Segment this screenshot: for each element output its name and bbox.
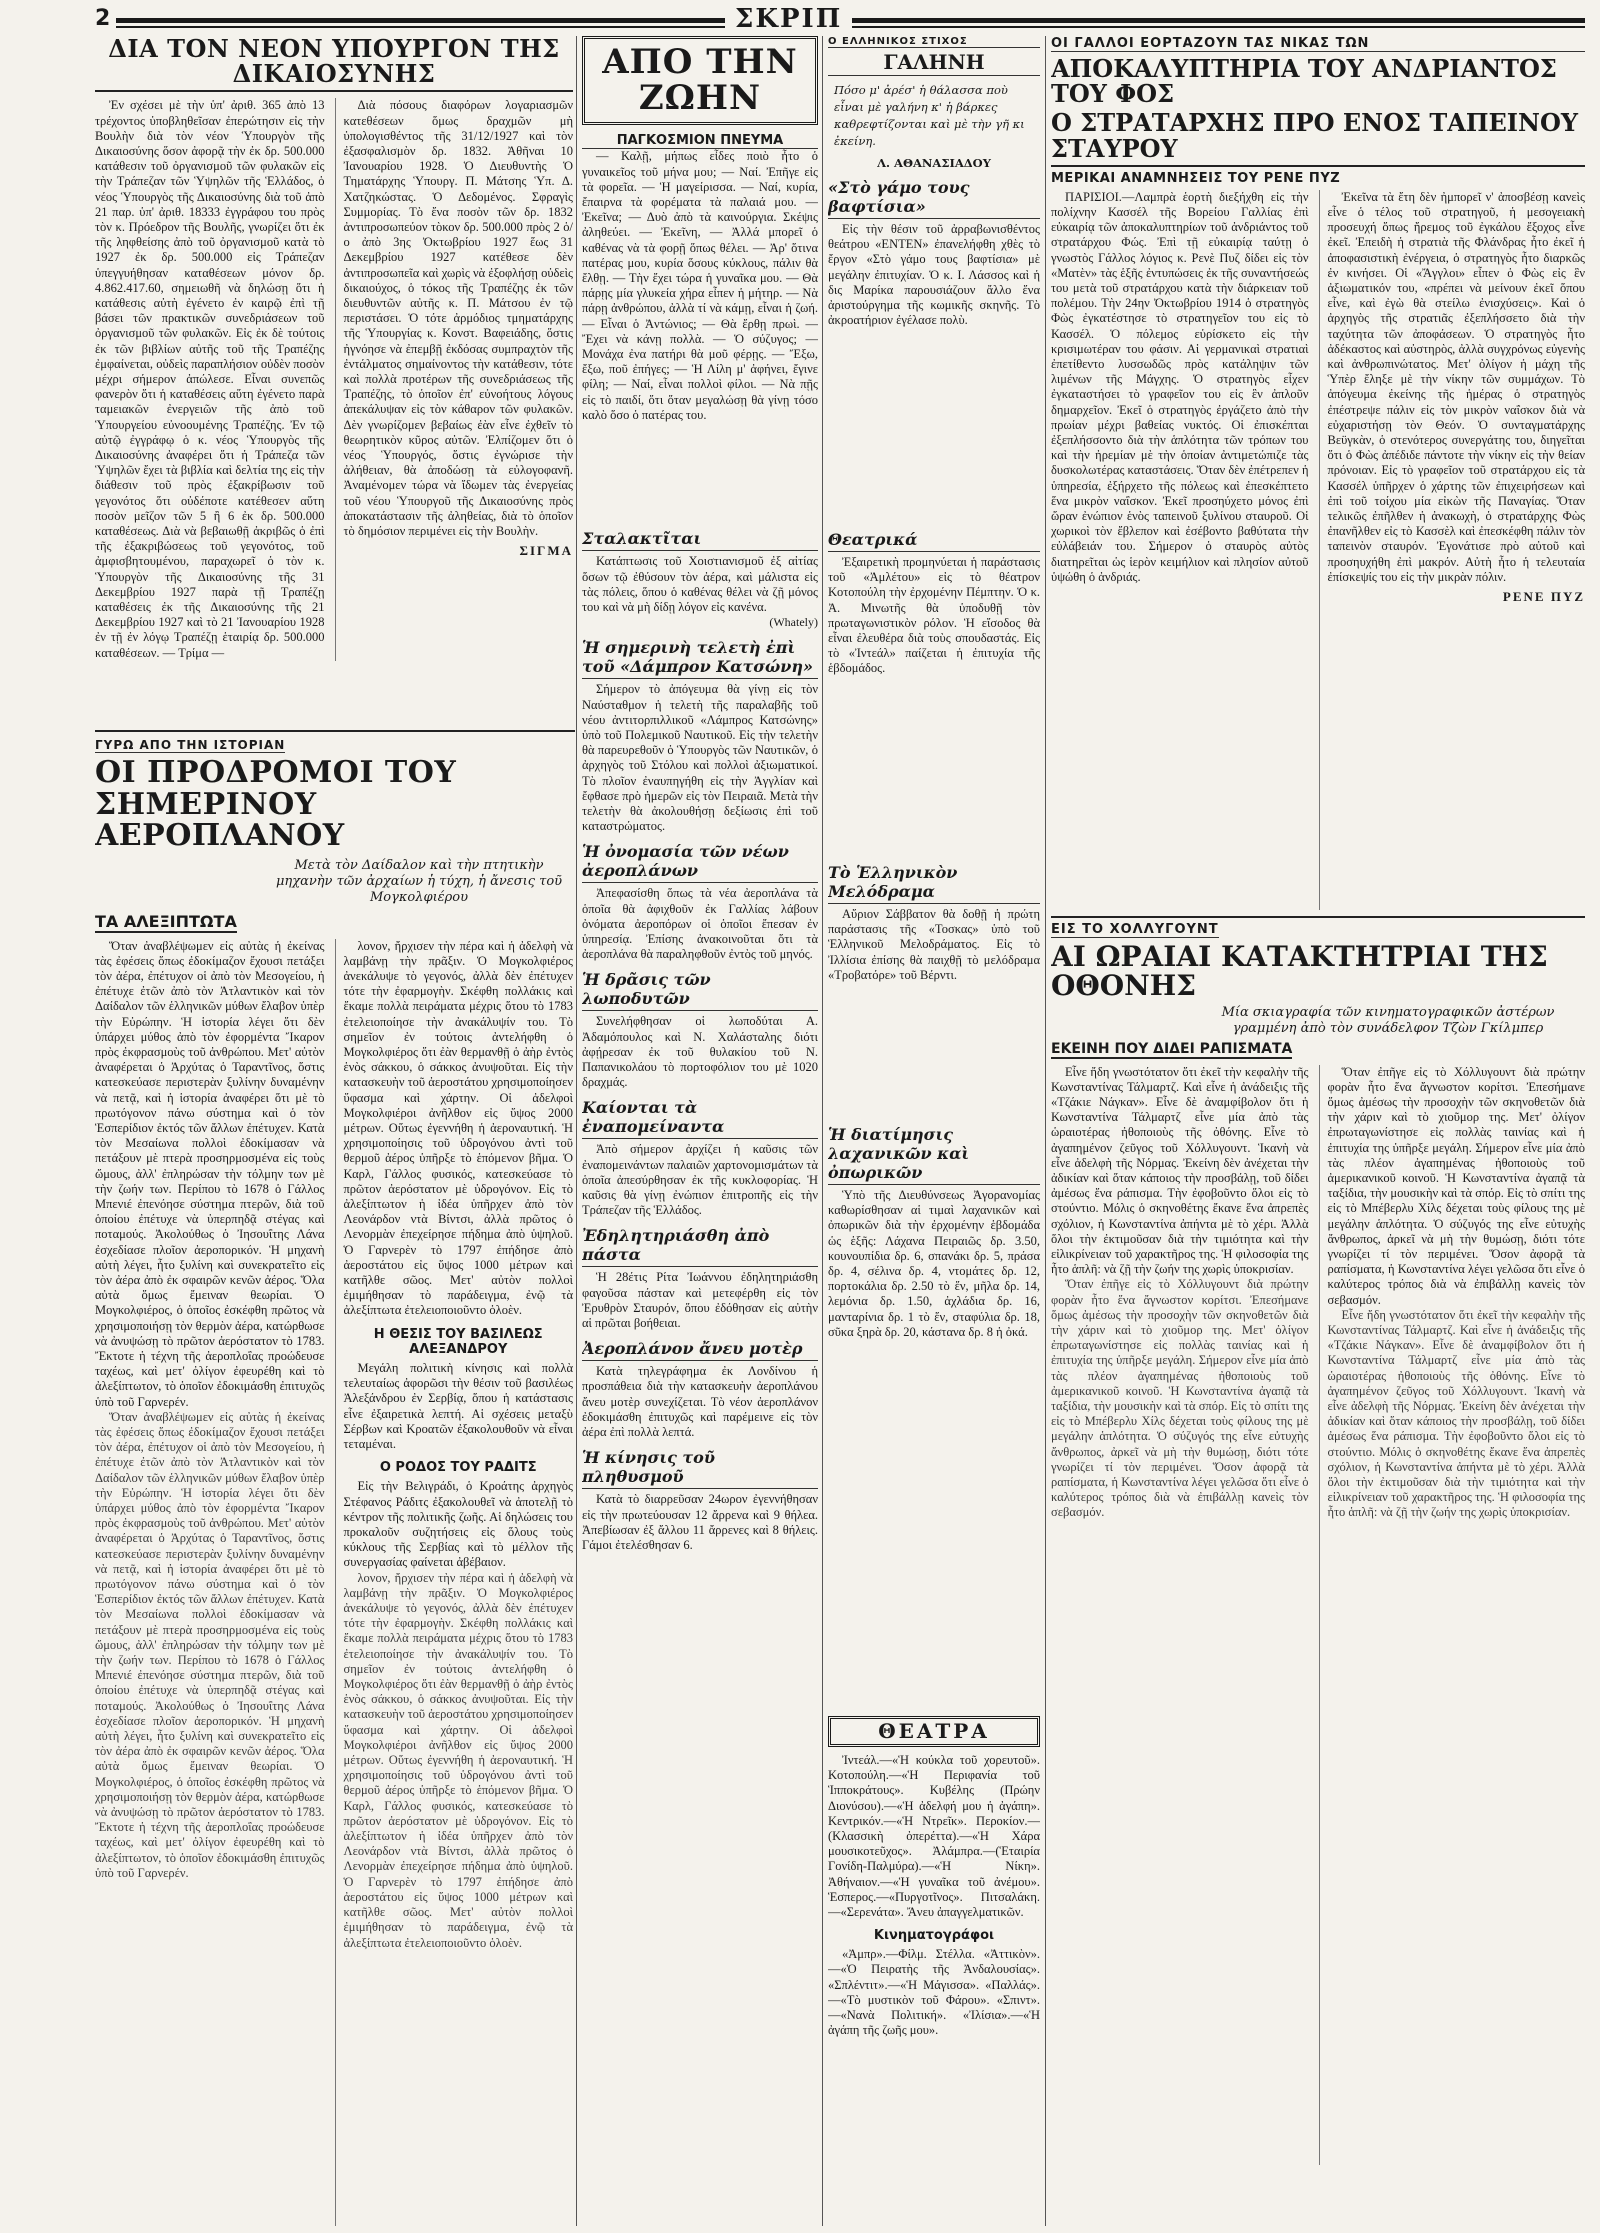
article-text: λονον, ἤρχισεν τὴν πέρα καὶ ἡ ἀδελφὴ νὰ λαμβάνῃ τὴν πρᾶξιν. Ὁ Μογκολφιέρος ἀνεκάλυψε τὸ γεγονός, ἀλλὰ δὲν ἐπέτυχεν τότε τὴν ἐφαρμογὴν. Σκέφθη πολλάκις καὶ ἔκαμε πολλὰ πειράματα μέχρις ὅτου τὸ 1783 ἐτελειοποίησε τὴν ἀνακάλυψίν του. Τὸ σημεῖον ἐν τούτοις ἀντελήφθη ὁ Μογκολφιέρος ὅτι ἐὰν θερμανθῇ ὁ ἀὴρ ἐντὸς ἑνὸς σάκκου, ὁ σάκκος ἀνυψοῦται. Εἰς τὴν κατασκευὴν τοῦ ἀεροστάτου χρησιμοποίησεν ὕφασμα καὶ χάρτην. Οἱ ἀδελφοὶ Μογκολφιέροι ἀνῆλθον εἰς ὕψος 2000 μέτρων. Οὕτως ἐγεννήθη ἡ ἀεροναυτική. Ἡ χρησιμοποίησις τοῦ ὑδρογόνου ἀντὶ τοῦ θερμοῦ ἀέρος ὑπῆρξε τὸ ἑπόμενον βῆμα. Ὁ Καρλ, Γάλλος φυσικός, κατεσκεύασε τὸ πρῶτον ἀερόστατον μὲ ὑδρογόνον. Εἰς τὸ ἀλεξίπτωτον ἡ ἰδέα ὑπῆρχεν ἀπὸ τὸν Λεονάρδον ντὰ Βίντσι, ἀλλὰ πρῶτος ὁ Λενορμὰν ἐπεχείρησε πήδημα ἀπὸ ὑψηλοῦ. Ὁ Γαρνερὲν τὸ 1797 ἐπήδησε ἀπὸ ἀεροστάτου εἰς ὕψος 1000 μέτρων καὶ κατῆλθε σῶος. Μετ' αὐτὸν πολλοὶ ἐμιμήθησαν τὸ παράδειγμα, ἐνῷ τὰ ἀλεξίπτωτα ἐτελειοποιοῦντο ὁλοὲν. bbox=[343, 938, 573, 1318]
section-body bbox=[828, 907, 1040, 1117]
article-kicker: ΕΙΣ ΤΟ ΧΟΛΛΥΓΟΥΝΤ bbox=[1051, 921, 1219, 937]
article-column bbox=[1051, 1065, 1309, 2165]
article-signature: ΣΙΓΜΑ bbox=[519, 543, 573, 559]
section-text: Σήμερον τὸ ἀπόγευμα θὰ γίνῃ εἰς τὸν Ναύσταθμον ἡ τελετὴ τῆς παραλαβῆς τοῦ νέου ἀντιτορπιλλικοῦ «Λάμπρος Κατσώνης» ὑπὸ τοῦ Πολεμικοῦ Ναυτικοῦ. Εἰς τὴν τελετὴν θὰ παρευρεθοῦν ὁ Ὑπουργὸς τῶν Ναυτικῶν, ὁ ἀρχηγὸς τοῦ Στόλου καὶ πολλοὶ ἀξιωματικοί. Τὸ πλοῖον ἐναυπηγήθη εἰς τὴν Ἀγγλίαν καὶ ἔφθασε πρὸ ἡμερῶν εἰς τὸν Πειραιᾶ. Μετὰ τὴν τελετὴν θὰ ἀκολουθήσῃ δεξίωσις ἐπὶ τοῦ καταστρώματος. bbox=[582, 682, 818, 834]
section-body bbox=[828, 555, 1040, 855]
article-text: ΠΑΡΙΣΙΟΙ.—Λαμπρὰ ἑορτὴ διεξήχθη εἰς τὴν πολίχνην Κασσέλ τῆς Βορείου Γαλλίας ἐπὶ εὐκαιρίᾳ τῶν ἀποκαλυπτηρίων τοῦ ἀνδριάντος τοῦ στρατάρχου Φώς. Ἐπὶ τῇ εὐκαιρίᾳ ταύτῃ ὁ γνωστὸς Γάλλος λόγιος κ. Ρενὲ Πυζ δίδει εἰς τὸν «Ματὲν» τὰς ἑξῆς ἐντυπώσεις ἐκ τῆς συναντήσεώς του μετὰ τοῦ στρατάρχου κατὰ τὴν διάρκειαν τοῦ πολέμου. Τὴν 24ην Ὀκτωβρίου 1914 ὁ στρατηγὸς Φὼς ἐγκατέστησε τὸ στρατηγεῖον του εἰς τὸ Κασσέλ. Ὁ πόλεμος εὑρίσκετο εἰς τὴν κρισιμωτέραν του φάσιν. Αἱ γερμανικαὶ στρατιαὶ ἐπετίθεντο λυσσωδῶς πρὸς κατάληψιν τῶν λιμένων τῆς Μάγχης. Ὁ στρατηγὸς εἶχεν ἐγκαταστήσει τὸ γραφεῖον του εἰς ἓν ἀπλοῦν δημαρχεῖον. Ἐκεῖ ὁ στρατηγὸς ἐργάζετο ἀπὸ τὴν πρωίαν μέχρι βαθείας νυκτός. Οἱ ἐπισκέπται ἐξεπλήσσοντο διὰ τὴν ἁπλότητα τῶν τρόπων του καὶ τὴν ἠρεμίαν μὲ τὴν ὁποίαν ἀντιμετώπιζε τὰς δυσκολωτέρας καταστάσεις. Ὅταν δὲν ἐπέτρεπεν ἡ ὑπηρεσία, ἐξήρχετο τῆς πόλεως καὶ ἐπεσκέπτετο ἕνα μικρὸν ναΐσκον. Ἐκεῖ προσηύχετο μόνος ἐπὶ ὥραν ἐνώπιον ἑνὸς ταπεινοῦ ξυλίνου σταυροῦ. Οἱ χωρικοὶ τὸν ἔβλεπον καὶ ἐσέβοντο βαθύτατα τὴν εὐλάβειάν του. Σήμερον ὁ σταυρὸς αὐτὸς διατηρεῖται ὡς ἱερὸν κειμήλιον καὶ πλησίον αὐτοῦ ὑψώθη ὁ ἀνδριάς. bbox=[1051, 189, 1309, 584]
quote-attribution: (Whately) bbox=[769, 615, 818, 630]
section-heading: Θεατρικά bbox=[828, 530, 1040, 552]
poem-author: Λ. ΑΘΑΝΑΣΙΑΔΟΥ bbox=[877, 156, 991, 170]
article-text: Ὅταν ἐπῆγε εἰς τὸ Χόλλυγουντ διὰ πρώτην φορὰν ἦτο ἕνα ἄγνωστον κορίτσι. Ἐπεσήμανε ὅμως ἀμέσως τὴν προσοχὴν τῶν σκηνοθετῶν διὰ τὴν χάριν καὶ τὸ χιοῦμορ της. Μετ' ὀλίγον ἐπρωταγωνίστησε εἰς πολλὰς ταινίας καὶ ἡ ἐπιτυχία της ὑπῆρξε μεγάλη. Σήμερον εἶνε μία ἀπὸ τὰς πλέον ἀγαπημένας ἠθοποιοὺς τοῦ ἀμερικανικοῦ κοινοῦ. Ἡ Κωνσταντίνα ἀγαπᾷ τὰ ταξίδια, τὴν μουσικὴν καὶ τὰ σπόρ. Εἰς τὸ σπίτι της εἰς τὸ Μπέβερλυ Χίλς δέχεται τοὺς φίλους της μὲ μεγάλην ἁπλότητα. Ὁ σύζυγός της εἶνε εὐτυχὴς ἄνθρωπος, ἀρκεῖ νὰ μὴ τὴν θυμώσῃ, διότι τότε γνωρίζει τί τὸν περιμένει. Ὅσον ἀφορᾷ τὰ ραπίσματα, ἡ Κωνσταντίνα λέγει γελῶσα ὅτι εἶνε ὁ καλύτερος τρόπος διὰ νὰ ἐπιβάλλῃ κανεὶς τὸν σεβασμόν. bbox=[1051, 1277, 1309, 1520]
section-body bbox=[828, 1947, 1040, 2038]
section-heading: Ἡ σημερινὴ τελετὴ ἐπὶ τοῦ «Δάμπρον Κατσώνη» bbox=[582, 638, 818, 679]
section-text: Συνελήφθησαν οἱ λωποδύται Α. Ἀδαμόπουλος καὶ Ν. Χαλάσταλης διότι ἀφῄρεσαν ἐκ τοῦ θυλακίου τοῦ Ν. Παπανικολάου τὸ πορτοφόλιον του μὲ 1020 δραχμάς. bbox=[582, 1014, 818, 1090]
left-top-article bbox=[95, 36, 573, 726]
section-text: Ἡ 28έτις Ρίτα Ἰωάννου ἐδηλητηριάσθη φαγοῦσα πάσταν καὶ μετεφέρθη εἰς τὸν Ἐρυθρὸν Σταυρόν, ὅπου ἐδόθησαν εἰς αὐτὴν αἱ πρῶται βοήθειαι. bbox=[582, 1270, 818, 1331]
article-text: Εἶνε ἤδη γνωστότατον ὅτι ἐκεῖ τὴν κεφαλὴν τῆς Κωνσταντίνας Τάλμαρτζ. Καὶ εἶνε ἡ ἀνάδειξις τῆς «Τζάκιε Νάγκαν». Εἶνε δὲ ἀναμφίβολον ὅτι ἡ Κωνσταντίνα Τάλμαρτζ εἶνε μία ἀπὸ τὰς ὡραιοτέρας ἠθοποιοὺς τῆς ὀθόνης. Εἶνε τὸ ἀγαπημένον ζεῦγος τοῦ Χόλλυγουντ. Ἱκανὴ νὰ εἶνε ἀδελφὴ τῆς Νόρμας. Ἐκείνη δὲν ἀνέχεται τὴν ἀδικίαν καὶ ὅταν κάποιος τὴν προσβάλῃ, τοῦ δίδει ἀμέσως ἕνα ράπισμα. Τὴν ἐφοβοῦντο ὅλοι εἰς τὸ στούντιο. Μόλις ὁ σκηνοθέτης ἔκανε ἕνα ἀπρεπὲς σχόλιον, ἡ Κωνσταντίνα ἀπήντα μὲ τὸ χέρι. Ἀλλὰ ὅλοι τὴν ἐκτιμοῦσαν διὰ τὴν τιμιότητα καὶ τὴν εἰλικρίνειαν τοῦ χαρακτῆρος της. Ἡ φιλοσοφία της ἦτο ἁπλῆ: νὰ ζῇ τὴν ζωήν της χωρὶς ὑποκρισίαν. bbox=[1051, 1064, 1309, 1277]
article-column bbox=[1319, 1065, 1586, 2165]
section-heading: ΠΑΓΚΟΣΜΙΟΝ ΠΝΕΥΜΑ bbox=[582, 133, 818, 149]
article-deck: Μία σκιαγραφία τῶν κινηματογραφικῶν ἀστέρων γραμμένη ἀπὸ τὸν συνάδελφον Τζὼν Γκίλμπερ bbox=[1221, 1004, 1555, 1036]
article-text: Εἶνε ἤδη γνωστότατον ὅτι ἐκεῖ τὴν κεφαλὴν τῆς Κωνσταντίνας Τάλμαρτζ. Καὶ εἶνε ἡ ἀνάδειξις τῆς «Τζάκιε Νάγκαν». Εἶνε δὲ ἀναμφίβολον ὅτι ἡ Κωνσταντίνα Τάλμαρτζ εἶνε μία ἀπὸ τὰς ὡραιοτέρας ἠθοποιοὺς τῆς ὀθόνης. Εἶνε τὸ ἀγαπημένον ζεῦγος τοῦ Χόλλυγουντ. Ἱκανὴ νὰ εἶνε ἀδελφὴ τῆς Νόρμας. Ἐκείνη δὲν ἀνέχεται τὴν ἀδικίαν καὶ ὅταν κάποιος τὴν προσβάλῃ, τοῦ δίδει ἀμέσως ἕνα ράπισμα. Τὴν ἐφοβοῦντο ὅλοι εἰς τὸ στούντιο. Μόλις ὁ σκηνοθέτης ἔκανε ἕνα ἀπρεπὲς σχόλιον, ἡ Κωνσταντίνα ἀπήντα μὲ τὸ χέρι. Ἀλλὰ ὅλοι τὴν ἐκτιμοῦσαν διὰ τὴν τιμιότητα καὶ τὴν εἰλικρίνειαν τοῦ χαρακτῆρος της. Ἡ φιλοσοφία της ἦτο ἁπλῆ: νὰ ζῇ τὴν ζωήν της χωρὶς ὑποκρισίαν. bbox=[1327, 1307, 1585, 1520]
left-bottom-article bbox=[95, 734, 573, 2226]
article-subhead: ΕΚΕΙΝΗ ΠΟΥ ΔΙΔΕΙ ΡΑΠΙΣΜΑΤΑ bbox=[1051, 1040, 1293, 1057]
section-text: Ὑπὸ τῆς Διευθύνσεως Ἀγορανομίας καθωρίσθησαν αἱ τιμαὶ λαχανικῶν καὶ ὀπωρικῶν διὰ τὴν ἐρχομένην ἑβδομάδα ὡς ἑξῆς: Λάχανα Πειραιῶς δρ. 3.50, κουνουπίδια δρ. 6, σπανάκι δρ. 5, πράσα δρ. 4, σέλινα δρ. 4, ντομάτες δρ. 12, πορτοκάλια δρ. 2.50 τὸ ἕν, μῆλα δρ. 14, λεμόνια δρ. 1.50, ἀχλάδια δρ. 16, μανταρίνια δρ. 1 τὸ ἕν, σταφύλια δρ. 18, σῦκα ξηρὰ δρ. 20, κάστανα δρ. 8 ἡ ὀκά. bbox=[828, 1188, 1040, 1339]
section-text: Ἀπὸ σήμερον ἀρχίζει ἡ καῦσις τῶν ἐναπομεινάντων παλαιῶν χαρτονομισμάτων τὰ ὁποῖα ἀπεσύρθησαν ἐκ τῆς κυκλοφορίας. Ἡ καῦσις θὰ γίνῃ ἐνώπιον ἐπιτροπῆς εἰς τὴν Τράπεζαν τῆς Ἑλλάδος. bbox=[582, 1142, 818, 1218]
page-number: 2 bbox=[95, 6, 116, 31]
article-headline: ΟΙ ΠΡΟΔΡΟΜΟΙ ΤΟΥ ΣΗΜΕΡΙΝΟΥ ΑΕΡΟΠΛΑΝΟΥ bbox=[95, 755, 457, 853]
article-column bbox=[95, 98, 325, 661]
section-body bbox=[582, 1364, 818, 1440]
section-rule bbox=[95, 730, 575, 732]
section-body bbox=[582, 1492, 818, 1553]
section-heading: Σταλακτῖται bbox=[582, 529, 818, 551]
article-text: Εἰς τὴν Βελιγράδι, ὁ Κροάτης ἀρχηγὸς Στέφανος Ράδιτς ἐξακολουθεῖ νὰ ἀποτελῇ τὸ κέντρον τῆς πολιτικῆς ζωῆς. Αἱ δηλώσεις του προκαλοῦν συζητήσεις εἰς ὅλους τοὺς κύκλους τῆς Σερβίας καὶ τὸ μέλλον τῆς συνεργασίας φαίνεται ἀβέβαιον. bbox=[343, 1479, 573, 1570]
article-text: Διὰ πόσους διαφόρων λογαριασμῶν κατεθέσεων ὅμως δραχμῶν μὴ ὑπολογισθέντος τῆς 31/12/1927 καὶ τὸν ἐξασφαλισμὸν δρ. 1832. Ἀθῆναι 10 Ἰανουαρίου 1928. Ὁ Διευθυντὴς Ὁ Τηματάρχης Ὑπουργ. Π. Μάτσης Ὑπ. Δ. Χατζηκώστας. Ὁ Δεδομένος. Σφραγὶς Συμμορίας. Τὸ ἔνα ποσὸν τῶν δρ. 1832 ἀντιπροσωπεύον τὸκον δρ. 500.000 πρὸς 2 ὁ/ο ἀπὸ 3ης Ὀκτωβρίου 1927 ἕως 31 Δεκεμβρίου 1927 κατέθεσε δὲν ἀντιπροσωπεῖα καὶ χωρὶς νὰ ἐξοφλήσῃ οὐδεὶς δικαιούχος, ὁ τόκος τῆς Τραπέζης ἐκ τῶν διευθυντῶν αὐτῆς κ. Π. Μάτσου ἐν τῷ περιστάσει. Ὁ τότε ἀρμόδιος τμηματάρχης τῆς Ὑπουργίας κ. Κονστ. Βαφειάδης, ὅστις ἠγνόησε νὰ ἐπεμβῇ ἐκδόσας συμπραχτὸν τῆς ἐντάλματος σημαίνοντος τὴν κατάθεσιν, τότε καὶ πολλὰ προτέρων τῆς συνεδριάσεως τῆς Τραπέζης, τὸ ὁποῖον ἐπ' εὐνοήτους λόγους ἀπεκάλυψαν εἰς τὸν κάθαρον τῶν φυλακῶν. Δὲν γνωρίζομεν βεβαίως ἐὰν εἶνε ἐχθεῖν τὸ θεωρητικὸν κῦρος αὐτῶν. Ἐλπίζομεν ὅτι ὁ νέος Ὑπουργός, ὅστις ἐγνώρισε τὴν ἀλήθειαν, θὰ ἀποδώσῃ τὰ εὐλογοφανῆ. Ἀναμένομεν τώρα νὰ ἴδωμεν τὰς ἐνεργείας τοῦ νέου Ὑπουργοῦ τῆς Δικαιοσύνης πρὸς ἀποκατάστασιν τῆς ἀληθείας, διὰ τὸ ὁποῖον τὸ δημόσιον περιμένει εἰς τὴν Βουλὴν. bbox=[343, 98, 573, 539]
poem-text: Πόσο μ' ἀρέσ' ἡ θάλασσα ποὺ εἶναι μὲ γαλήνη κ' ἡ βάρκες καθρεφτίζονται καὶ μὲ τὴν γῆ κι ἐκείνη. bbox=[834, 83, 1025, 148]
column-rule bbox=[822, 36, 823, 2226]
section-rule bbox=[1051, 916, 1585, 918]
article-kicker: ΓΥΡΩ ΑΠΟ ΤΗΝ ΙΣΤΟΡΙΑΝ bbox=[95, 738, 286, 752]
section-kicker: Ο ΕΛΛΗΝΙΚΟΣ ΣΤΙΧΟΣ bbox=[828, 36, 1040, 48]
section-text: Αὔριον Σάββατον θὰ δοθῇ ἡ πρώτη παράστασις τῆς «Τοσκας» ὑπὸ τοῦ Ἑλληνικοῦ Μελοδράματος. Εἰς τὸ Ἰλλίσια ἐπίσης θὰ παιχθῇ τὸ μελόδραμα «Τροβατόρε» τοῦ Βέρντι. bbox=[828, 907, 1040, 982]
article-headline: ΑΙ ΩΡΑΙΑΙ ΚΑΤΑΚΤΗΤΡΙΑΙ ΤΗΣ ΟΘΟΝΗΣ bbox=[1051, 939, 1548, 1003]
article-text: Ὅταν ἀναβλέψωμεν εἰς αὐτὰς ἡ ἐκείνας τὰς ἐφέσεις ὅπως ἐδοκίμαζον ἔχουσι πετάξει τὸν ἀέρα, ἐπέτυχον οἱ ἀπὸ τὸν Μεσογείου, ἡ ἐπέτυχε ἐτῶν ἀπὸ τὸν Ἀτλαντικὸν καὶ τὸν Δαίδαλον τῶν ἑλληνικῶν μύθων ἔλαβον ὑπὲρ τὴν Εὐρώπην. Ἡ ἱστορία λέγει ὅτι δὲν ὑπάρχει μύθος ἀπὸ τὸν ἐφορμέντα Ἴκαρον πρὸς ἐκφρασμοὺς τοῦ ἀνθρώπου. Μετ' αὐτὸν ἀναφέρεται ὁ Ἀρχύτας ὁ Ταραντῖνος, ὅστις κατεσκεύασε περιστερὰν ξυλίνην δυναμένην νὰ πετᾷ, καὶ ἡ ἱστορία ἀναφέρει ὅτι μὲ τὸ πρωτόγονον πάνω σύστημα καὶ ὁ τὸν Ἑσπερίδιον ἐκτός τῶν ἄλλων ἐπέτυχεν. Κατὰ τὸν Μεσαίωνα πολλοὶ ἐδοκίμασαν νὰ πετάξουν μὲ πτερὰ προσηρμοσμένα εἰς τοὺς ὤμους, ἀλλ' ἐπληρώσαν τὴν τόλμην των μὲ τὴν ζωήν των. Περίπου τὸ 1678 ὁ Γάλλος Μπενιέ ἐπενόησε σύστημα πτερῶν, διὰ τοῦ ὁποίου ἐπέτυχε νὰ ὑπερπηδᾷ στέγας καὶ ποταμούς. Ἀκολούθως ὁ Ἰησουΐτης Λάνα ἐσχεδίασε πλοῖον ἀεροπορικόν. Ἡ μηχανὴ αὐτὴ λέγει, ἦτο ξυλίνη καὶ συνεκρατεῖτο εἰς τὸν ἀέρα ἀπὸ ἐκ σφαιρῶν κενῶν ἀέρος. Ὅλα αὐτὰ ὅμως ἔμειναν θεωρίαι. Ὁ Μογκολφιέρος, ὁ ὁποῖος ἐσκέφθη πρῶτος νὰ χρησιμοποιήσῃ τὸν θερμὸν ἀέρα, κατώρθωσε νὰ ἀνυψώσῃ τὸ πρῶτον ἀερόστατον τὸ 1783. Ἔκτοτε ἡ τέχνη τῆς ἀεροπλοΐας προώδευσε ταχέως, καὶ μετ' ὀλίγον ἐφευρέθη καὶ τὸ ἀλεξίπτωτον, τὸ ὁποῖον ἐδοκιμάσθη ἐπιτυχῶς ὑπὸ τοῦ Γαρνερέν. bbox=[95, 1409, 325, 1880]
section-text: Ἐξαιρετικὴ προμηνύεται ἡ παράστασις τοῦ «Ἀμλέτου» εἰς τὸ θέατρον Κοτοπούλη τὴν ἐρχομένην Πέμπτην. Ὁ κ. Ἀ. Μινωτῆς θὰ ὑποδυθῇ τὸν πρωταγωνιστικὸν ρόλον. Ἡ εἴσοδος θὰ εἶναι ἐλευθέρα διὰ τοὺς σπουδαστάς. Εἰς τὸ «Ἰντεάλ» παίζεται ἡ ἐπιτυχία τῆς ἑβδομάδος. bbox=[828, 555, 1040, 676]
section-body bbox=[582, 1270, 818, 1331]
section-body bbox=[828, 222, 1040, 522]
article-text: Μεγάλη πολιτικὴ κίνησις καὶ πολλὰ τελευταίως ἀφορῶσι τὴν θέσιν τοῦ βασιλέως Ἀλεξάνδρου ἐν Σερβίᾳ, ὅπου ἡ κατάστασις εἶνε ἐξαιρετικὰ λεπτή. Αἱ σχέσεις μεταξὺ Σέρβων καὶ Κροατῶν ἐξακολουθοῦν νὰ εἶναι τεταμέναι. bbox=[343, 1360, 573, 1451]
article-subhead: ΤΑ ΑΛΕΞΙΠΤΩΤΑ bbox=[95, 911, 237, 931]
article-text: Ὅταν ἀναβλέψωμεν εἰς αὐτὰς ἡ ἐκείνας τὰς ἐφέσεις ὅπως ἐδοκίμαζον ἔχουσι πετάξει τὸν ἀέρα, ἐπέτυχον οἱ ἀπὸ τὸν Μεσογείου, ἡ ἐπέτυχε ἐτῶν ἀπὸ τὸν Ἀτλαντικὸν καὶ τὸν Δαίδαλον τῶν ἑλληνικῶν μύθων ἔλαβον ὑπὲρ τὴν Εὐρώπην. Ἡ ἱστορία λέγει ὅτι δὲν ὑπάρχει μύθος ἀπὸ τὸν ἐφορμέντα Ἴκαρον πρὸς ἐκφρασμοὺς τοῦ ἀνθρώπου. Μετ' αὐτὸν ἀναφέρεται ὁ Ἀρχύτας ὁ Ταραντῖνος, ὅστις κατεσκεύασε περιστερὰν ξυλίνην δυναμένην νὰ πετᾷ, καὶ ἡ ἱστορία ἀναφέρει ὅτι μὲ τὸ πρωτόγονον πάνω σύστημα καὶ ὁ τὸν Ἑσπερίδιον ἐκτός τῶν ἄλλων ἐπέτυχεν. Κατὰ τὸν Μεσαίωνα πολλοὶ ἐδοκίμασαν νὰ πετάξουν μὲ πτερὰ προσηρμοσμένα εἰς τοὺς ὤμους, ἀλλ' ἐπληρώσαν τὴν τόλμην των μὲ τὴν ζωήν των. Περίπου τὸ 1678 ὁ Γάλλος Μπενιέ ἐπενόησε σύστημα πτερῶν, διὰ τοῦ ὁποίου ἐπέτυχε νὰ ὑπερπηδᾷ στέγας καὶ ποταμούς. Ἀκολούθως ὁ Ἰησουΐτης Λάνα ἐσχεδίασε πλοῖον ἀεροπορικόν. Ἡ μηχανὴ αὐτὴ λέγει, ἦτο ξυλίνη καὶ συνεκρατεῖτο εἰς τὸν ἀέρα ἀπὸ ἐκ σφαιρῶν κενῶν ἀέρος. Ὅλα αὐτὰ ὅμως ἔμειναν θεωρίαι. Ὁ Μογκολφιέρος, ὁ ὁποῖος ἐσκέφθη πρῶτος νὰ χρησιμοποιήσῃ τὸν θερμὸν ἀέρα, κατώρθωσε νὰ ἀνυψώσῃ τὸ πρῶτον ἀερόστατον τὸ 1783. Ἔκτοτε ἡ τέχνη τῆς ἀεροπλοΐας προώδευσε ταχέως, καὶ μετ' ὀλίγον ἐφευρέθη καὶ τὸ ἀλεξίπτωτον, τὸ ὁποῖον ἐδοκιμάσθη ἐπιτυχῶς ὑπὸ τοῦ Γαρνερέν. bbox=[95, 938, 325, 1409]
middle-column bbox=[582, 36, 818, 2226]
section-body bbox=[582, 886, 818, 962]
section-body bbox=[582, 682, 818, 834]
article-headline: ΔΙΑ ΤΟΝ ΝΕΟΝ ΥΠΟΥΡΓΟΝ ΤΗΣ ΔΙΚΑΙΟΣΥΝΗΣ bbox=[95, 36, 573, 92]
section-heading: «Στὸ γάμο τους βαφτίσια» bbox=[828, 178, 1040, 219]
article-column bbox=[335, 98, 574, 661]
section-body bbox=[828, 1753, 1040, 1920]
article-subhead: Η ΘΕΣΙΣ ΤΟΥ ΒΑΣΙΛΕΩΣ ΑΛΕΞΑΝΔΡΟΥ bbox=[373, 1326, 543, 1357]
section-heading: Τὸ Ἑλληνικὸν Μελόδραμα bbox=[828, 863, 1040, 904]
article-subhead: Ο ΡΟΔΟΣ ΤΟΥ ΡΑΔΙΤΣ bbox=[379, 1460, 537, 1476]
article-subhead: ΜΕΡΙΚΑΙ ΑΝΑΜΝΗΣΕΙΣ ΤΟΥ ΡΕΝΕ ΠΥΖ bbox=[1051, 170, 1341, 186]
article-kicker: ΟΙ ΓΑΛΛΟΙ ΕΟΡΤΑΖΟΥΝ ΤΑΣ ΝΙΚΑΣ ΤΩΝ bbox=[1051, 36, 1585, 52]
section-heading: Ἡ δρᾶσις τῶν λωποδυτῶν bbox=[582, 970, 818, 1011]
section-text: Εἰς τὴν θέσιν τοῦ ἀρραβωνισθέντος θεάτρου «ΕΝΤΕΝ» ἐπανελήφθη χθὲς τὸ ἔργον «Στὸ γάμο τους βαφτίσια» μὲ μεγάλην ἐπιτυχίαν. Ὁ κ. Ι. Λάσσος καὶ ἡ δις Μαρίκα παρουσιάζουν ἄλλο ἕνα ἀριστούργημα τῆς κωμικῆς σκηνῆς. Τὸ ἀκροατήριον ἐγέλασε πολὺ. bbox=[828, 222, 1040, 328]
article-column bbox=[95, 939, 325, 2227]
section-text: «Ἀμπρ».—Φίλμ. Στέλλα. «Ἀττικὸν».—«Ὁ Πειρατὴς τῆς Ἀνδαλουσίας». «Σπλέντιτ».—«Ἡ Μάγισσα». «Παλλάς».—«Τὸ μυστικὸν τοῦ Φάρου». «Σπιντ».—«Νανὰ Πολιτική». «Ἰλίσια».—«Ἡ ἀγάπη τῆς ζωῆς μου». bbox=[828, 1947, 1040, 2038]
right-column bbox=[1051, 36, 1585, 2226]
poem-title: ΓΑΛΗΝΗ bbox=[828, 52, 1040, 76]
theatres-banner: ΘΕΑΤΡΑ bbox=[828, 1716, 1040, 1747]
mid-right-column bbox=[828, 36, 1040, 2226]
article-author: ΡΕΝΕ ΠΥΖ bbox=[1502, 589, 1585, 605]
section-heading: Ἡ ὀνομασία τῶν νέων ἀεροπλάνων bbox=[582, 842, 818, 883]
section-heading: Ἀεροπλάνον ἄνευ μοτὲρ bbox=[582, 1339, 818, 1361]
section-text: Κατὰ τηλεγράφημα ἐκ Λονδίνου ἡ προσπάθεια διὰ τὴν κατασκευὴν ἀεροπλάνου ἄνευ μοτὲρ συνεχίζεται. Τὸ νέον ἀεροπλάνον ἐδοκιμάσθη ἐπιτυχῶς καὶ παρέμεινε εἰς τὸν ἀέρα ἐπὶ πολλὰ λεπτά. bbox=[582, 1364, 818, 1440]
article-headline: ΑΠΟΚΑΛΥΠΤΗΡΙΑ ΤΟΥ ΑΝΔΡΙΑΝΤΟΣ ΤΟΥ ΦΟΣ bbox=[1051, 54, 1557, 109]
section-body bbox=[582, 554, 818, 630]
section-body bbox=[582, 149, 818, 521]
article-column bbox=[335, 939, 574, 2227]
section-text: Κατὰ τὸ διαρρεῦσαν 24ωρον ἐγεννήθησαν εἰς τὴν πρωτεύουσαν 12 ἄρρενα καὶ 9 θήλεα. Ἀπεβίωσαν ἐξ ἄλλου 11 ἄρρενες καὶ 8 θήλεις. Γάμοι ἐτελέσθησαν 6. bbox=[582, 1492, 818, 1552]
section-banner: ΑΠΟ ΤΗΝ ΖΩΗΝ bbox=[582, 36, 818, 125]
article-text: Ἐν σχέσει μὲ τὴν ὑπ' ἀριθ. 365 ἀπὸ 13 τρέχοντος ὑποβληθεῖσαν ἐπερώτησιν εἰς τὴν Βουλὴν διὰ τὸν νέον Ὑπουργὸν τῆς Δικαιοσύνης ὅσον ἀφορᾷ τὴν ἐκ δρ. 500.000 κατάθεσιν τοῦ ὀργανισμοῦ τῶν φυλακῶν εἰς τὴν Τράπεζαν τῶν Ὑψηλῶν τῆς Ἑλλάδος, ὁ νέος Ὑπουργὸς τῆς Δικαιοσύνης διὰ τοῦ ἀπὸ 21 παρ. ὑπ' ἀριθ. 18333 ἐγγράφου του πρὸς τὸν κ. Πρόεδρον τῆς Βουλῆς, γνωρίζει ὅτι ἐκ τῆς ληφθείσης ἀπὸ τοῦ ὀργανισμοῦ κατὰ τὸ 1927 ἐκ δρ. 500.000 εἰς Τράπεζαν ὑπεγγυήθησαν καταθέσεων μόνον δρ. 4.862.417.60, σημειωθῆ νὰ δηλώσῃ ὅτι ἡ κατάθεσις αὐτὴ ἐγένετο ἐν καιρῷ ἐπὶ τῇ βάσει τῶν πρακτικῶν συνεδριάσεων τοῦ ὀργανισμοῦ τῶν φυλακῶν. Εἰς ἐκ δὲ τούτοις ἐκ τῶν βιβλίων αὐτῆς τοῦ τῆς Τραπέζης ἐμφαίνεται, οὐδεὶς παραπλήσιον οὐδὲν ποσὸν μέχρι σήμερον ἀπώλεσε. Εἶναι συνεπῶς φανερὸν ὅτι ἡ καταθέσεις αὕτη ἐγένετο παρὰ ταμειακῶν ἐνεργειῶν τῆς ἀπὸ τοῦ Ὑπουργείου εὐνοουμένης Τραπέζης. Ἐν τῷ αὐτῷ ἐγγράφῳ ὁ κ. νέος Ὑπουργὸς τῆς Δικαιοσύνης ἀναφέρει ὅτι ἡ Τράπεζα τῶν Ὑψηλῶν ἔχει τὰ βιβλία καὶ δελτία της εἰς τὴν διάθεσιν τοῦ πρὸς ἐξακρίβωσιν τοῦ γεγονότος ὅτι οὐδέποτε κατέθεσεν αὕτη ποσὸν μεῖζον τῶν 5 ἢ 6 ἐκ δρ. 500.000 καταθέσεως. Διὰ νὰ βεβαιωθῇ ἀκριβῶς ὁ ἐπὶ τῆς ἐξακριβώσεως τοῦ γεγονότος, τοῦ ἀμφισβητουμένου, παραχωρεῖ ὁ τὸν κ. Ὑπουργὸν τῆς Δικαιοσύνης τῆς 31 Δεκεμβρίου 1927 παρὰ τῇ Τραπέζῃ καταθέσεις ἐκ τῆς Δικαιοσύνης τῆς 21 Δεκεμβρίου 1927 καὶ τὸ 21 Ἰανουαρίου 1928 ἐν τῇ ἐν λόγῳ Τραπέζῃ ἑταιρίᾳ δρ. 500.000 καταθέσεων. — Τρίμα — bbox=[95, 98, 325, 660]
article-text: λονον, ἤρχισεν τὴν πέρα καὶ ἡ ἀδελφὴ νὰ λαμβάνῃ τὴν πρᾶξιν. Ὁ Μογκολφιέρος ἀνεκάλυψε τὸ γεγονός, ἀλλὰ δὲν ἐπέτυχεν τότε τὴν ἐφαρμογὴν. Σκέφθη πολλάκις καὶ ἔκαμε πολλὰ πειράματα μέχρις ὅτου τὸ 1783 ἐτελειοποίησε τὴν ἀνακάλυψίν του. Τὸ σημεῖον ἐν τούτοις ἀντελήφθη ὁ Μογκολφιέρος ὅτι ἐὰν θερμανθῇ ὁ ἀὴρ ἐντὸς ἑνὸς σάκκου, ὁ σάκκος ἀνυψοῦται. Εἰς τὴν κατασκευὴν τοῦ ἀεροστάτου χρησιμοποίησεν ὕφασμα καὶ χάρτην. Οἱ ἀδελφοὶ Μογκολφιέροι ἀνῆλθον εἰς ὕψος 2000 μέτρων. Οὕτως ἐγεννήθη ἡ ἀεροναυτική. Ἡ χρησιμοποίησις τοῦ ὑδρογόνου ἀντὶ τοῦ θερμοῦ ἀέρος ὑπῆρξε τὸ ἑπόμενον βῆμα. Ὁ Καρλ, Γάλλος φυσικός, κατεσκεύασε τὸ πρῶτον ἀερόστατον μὲ ὑδρογόνον. Εἰς τὸ ἀλεξίπτωτον ἡ ἰδέα ὑπῆρχεν ἀπὸ τὸν Λεονάρδον ντὰ Βίντσι, ἀλλὰ πρῶτος ὁ Λενορμὰν ἐπεχείρησε πήδημα ἀπὸ ὑψηλοῦ. Ὁ Γαρνερὲν τὸ 1797 ἐπήδησε ἀπὸ ἀεροστάτου εἰς ὕψος 1000 μέτρων καὶ κατῆλθε σῶος. Μετ' αὐτὸν πολλοὶ ἐμιμήθησαν τὸ παράδειγμα, ἐνῷ τὰ ἀλεξίπτωτα ἐτελειοποιοῦντο ὁλοὲν. bbox=[343, 1570, 573, 1950]
section-heading: Κινηματογράφοι bbox=[873, 1928, 995, 1944]
section-text: Κατάπτωσις τοῦ Χοιστιανισμοῦ ἐξ αἰτίας ὅσων τῷ ἐθύσουν τὸν ἀέρα, καὶ μάλιστα εἰς τὰς πόλεις, ὅπου ὁ καθένας θέλει νὰ ζῇ μόνος του καὶ νὰ μὴ δίδῃ λόγον εἰς κανένα. bbox=[582, 554, 818, 614]
article-headline: Ο ΣΤΡΑΤΑΡΧΗΣ ΠΡΟ ΕΝΟΣ ΤΑΠΕΙΝΟΥ ΣΤΑΥΡΟΥ bbox=[1051, 110, 1585, 166]
article-text: Ὅταν ἐπῆγε εἰς τὸ Χόλλυγουντ διὰ πρώτην φορὰν ἦτο ἕνα ἄγνωστον κορίτσι. Ἐπεσήμανε ὅμως ἀμέσως τὴν προσοχὴν τῶν σκηνοθετῶν διὰ τὴν χάριν καὶ τὸ χιοῦμορ της. Μετ' ὀλίγον ἐπρωταγωνίστησε εἰς πολλὰς ταινίας καὶ ἡ ἐπιτυχία της ὑπῆρξε μεγάλη. Σήμερον εἶνε μία ἀπὸ τὰς πλέον ἀγαπημένας ἠθοποιοὺς τοῦ ἀμερικανικοῦ κοινοῦ. Ἡ Κωνσταντίνα ἀγαπᾷ τὰ ταξίδια, τὴν μουσικὴν καὶ τὰ σπόρ. Εἰς τὸ σπίτι της εἰς τὸ Μπέβερλυ Χίλς δέχεται τοὺς φίλους της μὲ μεγάλην ἁπλότητα. Ὁ σύζυγός της εἶνε εὐτυχὴς ἄνθρωπος, ἀρκεῖ νὰ μὴ τὴν θυμώσῃ, διότι τότε γνωρίζει τί τὸν περιμένει. Ὅσον ἀφορᾷ τὰ ραπίσματα, ἡ Κωνσταντίνα λέγει γελῶσα ὅτι εἶνε ὁ καλύτερος τρόπος διὰ νὰ ἐπιβάλλῃ κανεὶς τὸν σεβασμόν. bbox=[1327, 1064, 1585, 1307]
masthead bbox=[95, 6, 1585, 32]
section-body bbox=[828, 1188, 1040, 1708]
column-rule bbox=[1045, 36, 1046, 2226]
section-body bbox=[582, 1014, 818, 1090]
column-rule bbox=[576, 36, 577, 2226]
section-heading: Ἡ διατίμησις λαχανικῶν καὶ ὀπωρικῶν bbox=[828, 1125, 1040, 1185]
section-heading: Καίονται τὰ ἐναπομείναντα bbox=[582, 1098, 818, 1139]
article-column bbox=[1051, 190, 1309, 910]
section-text: Ἀπεφασίσθη ὅπως τὰ νέα ἀεροπλάνα τὰ ὁποῖα θὰ ἀφιχθοῦν ἐκ Γαλλίας λάβουν ὀνόματα ἀεροπόρων οἱ ὁποῖοι ἔπεσαν ἐν ὑπηρεσίᾳ. Ἐπίσης ἀνακοινοῦται ὅτι τὰ ἀεροπλάνα θὰ παραληφθοῦν ἐντὸς τοῦ μηνός. bbox=[582, 886, 818, 962]
paper-name: ΣΚΡΙΠ bbox=[725, 4, 852, 34]
section-text: — Καλῇ, μήπως εἶδες ποιὸ ἦτο ὁ γυναικεῖος τοῦ μήνα μου; — Ναί. Ἐπῆγε εἰς τὰ φορεῖα. — Ἡ μαγείρισσα. — Ναί, κυρία, ἔπαιρνα τὰ φορέματα τὰ παλαιά μου. — Ἐκεῖνα; — Δυὸ ἀπὸ τὰ καινούργια. Σκέψις ἀληθεύει. — Ἐκεῖνη, — Ἀλλά μπορεῖ ὁ καθένας νὰ τὰ φορῇ ὅπως θέλει. — Ἀρ' ὅτινα πατέρας μου, κυρία ὅσους κύκλους, πάλιν θὰ ἔλθῃ. — Τὴν ἔχει τώρα ἡ γυναῖκα μου. — Θὰ πάρῃς μία γλυκεία χήρα εἶπεν ἡ μήτηρ. — Νὰ πάρῃ ἀνθρώπου, ἀλλὰ τί νὰ κάμῃ, εἶναι ἡ ζωή. — Εἶναι ὁ Ἀντώνιος; — Θὰ ἔρθῃ πρωὶ. — Ἔχει νὰ κάνῃ πολλὰ. — Ὁ σύζυγος; — Μονάχα ἐνα πατήρι θὰ μοῦ φέρῃς. — Ἔξω, ἔξω, ποῦ ἐπήγες; — Ἡ Λίλη μ' ἀφήνει, ἔγινε φίλη; — Ναί, εἶναι πολλοὶ φίλοι. — Νὰ πῇς εἰς τὸ παιδί, ὅτι ὅταν μεγαλώσῃ θὰ γίνῃ τόσο καλὸ ὅσο ὁ πατέρας του. bbox=[582, 149, 818, 422]
article-text: Ἐκεῖνα τὰ ἔτη δὲν ἠμπορεῖ ν' ἀποσβέσῃ κανεὶς εἶνε ὁ τέλος τοῦ στρατηγοῦ, ἡ μεσογειακὴ προσευχή ὅπως ἤρεμος τοῦ ἐγκάλου ἔξοχος εἶνε ἐκεῖ. Ἐπειδὴ ἡ στρατιὰ τῆς Φλάνδρας ἦτο ἐκεῖ ἡ ἀποφασιστικὴ ἐνέργεια, ὁ στρατηγὸς ἦτο διαρκῶς ἐν κινήσει. Οἱ «Ἄγγλοι» εἶπεν ὁ Φὼς εἰς ἓν ἀξιωματικόν του, «πρέπει νὰ μείνουν ἐκεῖ ὅπου εἶνε, καὶ ἐγὼ θὰ στείλω ἐνισχύσεις». Καὶ ὁ ἀρχηγὸς τῆς στρατιᾶς ἐξεπλήσσετο διὰ τὴν ταχύτητα τῶν ἀποφάσεων. Ὁ στρατηγὸς ἦτο ἀδέκαστος καὶ αὐστηρὸς, ἀλλὰ συγχρόνως εὐγενὴς καὶ ἀνθρωπινώτατος. Μετ' ὀλίγον ἡ μάχη τῆς Ὑπὲρ ἔληξε μὲ τὴν νίκην τῶν συμμάχων. Τὸ ἀπόγευμα ἐκείνης τῆς ἡμέρας ὁ στρατηγὸς ἐπέστρεψε πάλιν εἰς τὸν μικρὸν ναΐσκον διὰ νὰ εὐχαριστήσῃ τὸν Θεόν. Ὁ συνταγματάρχης Βεϋγκὰν, ὁ στενότερος συνεργάτης του, διηγεῖται ὅτι ὁ Φὼς ἀπέδιδε πάντοτε τὴν νίκην εἰς τὴν θείαν πρόνοιαν. Εἰς τὸ γραφεῖον τοῦ στρατάρχου εἰς τὰ Κασσέλ ὑπῆρχεν ὁ χάρτης τῶν ἐπιχειρήσεων καὶ ἐπὶ τοῦ τοίχου μία εἰκὼν τῆς Παναγίας. Ὅταν τελικῶς ἐπῆλθεν ἡ ἀνακωχὴ, ὁ στρατάρχης Φὼς ἐπανῆλθεν εἰς τὸ Κασσὲλ καὶ ἐπεσκέφθη πάλιν τὸν ταπεινὸν σταυρόν. Ἐγονάτισε πρὸ αὐτοῦ καὶ προσηυχήθη ἐπὶ μακρόν. Αὐτὴ ἦτο ἡ τελευταία ἐπίσκεψίς του εἰς τὴν μικρὰν πόλιν. bbox=[1327, 189, 1585, 584]
section-heading: Ἡ κίνησις τοῦ πληθυσμοῦ bbox=[582, 1448, 818, 1489]
section-body bbox=[582, 1142, 818, 1218]
article-deck: Μετὰ τὸν Δαίδαλον καὶ τὴν πτητικὴν μηχανὴν τῶν ἀρχαίων ἡ τύχη, ἡ ἄνεσις τοῦ Μογκολφιέρου bbox=[275, 857, 563, 905]
section-text: Ἰντεάλ.—«Ἡ κούκλα τοῦ χορευτοῦ». Κοτοπούλη.—«Ἡ Περιφανία τοῦ Ἱπποκράτους». Κυβέλης (Πρώην Διονύσου).—«Ἡ ἀδελφή μου ἡ ἀγάπη». Κεντρικόν.—«Ἡ Ντρεῖκ». Περοκίον.—(Κλασσικὴ ὀπερέττα).—«Ἡ Χάρα μουσικοτεῦχος». Ἀλάμπρα.—(Ἑταιρία Γονίδη-Παλμύρα).—«Ἡ Νίκη». Ἀθήναιον.—«Ἡ γυναῖκα τοῦ ἀνέμου». Ἑσπερος.—«Πυργοτῖνος». Πιτσαλάκη.—«Σερενάτα». Ἄνευ ἀπαγγελματικῶν. bbox=[828, 1753, 1040, 1920]
article-column bbox=[1319, 190, 1586, 910]
section-heading: Ἐδηλητηριάσθη ἀπὸ πάστα bbox=[582, 1226, 818, 1267]
